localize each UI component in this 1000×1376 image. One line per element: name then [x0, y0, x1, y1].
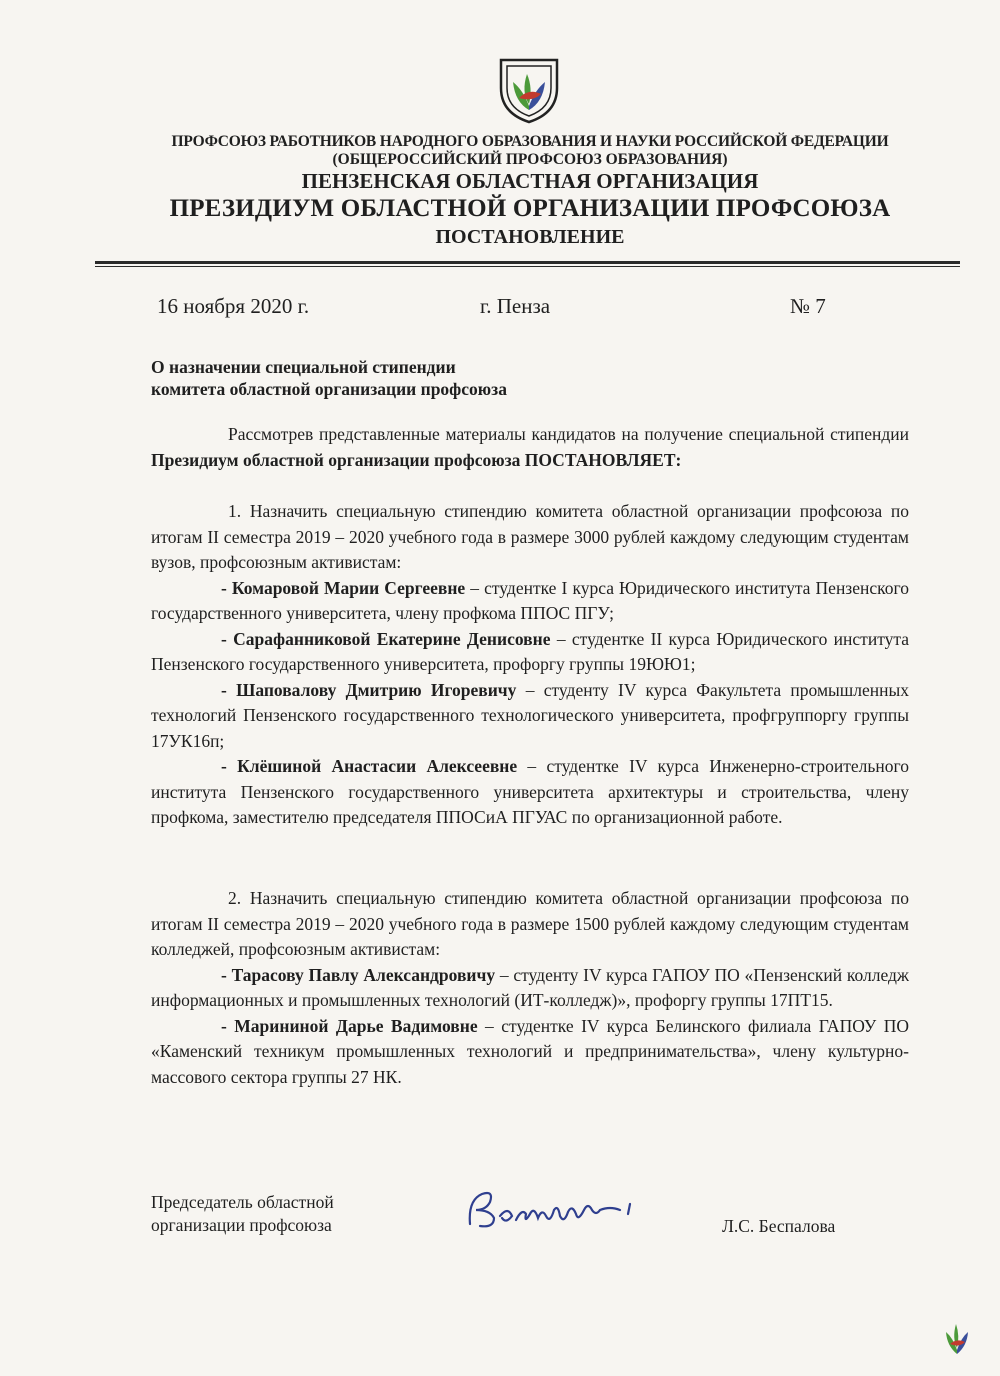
signatory-name: Л.С. Беспалова: [722, 1216, 836, 1236]
document-date: 16 ноября 2020 г.: [157, 294, 310, 318]
document-number: № 7: [790, 294, 826, 318]
header-divider-thin: [95, 266, 960, 267]
header-org-short: (ОБЩЕРОССИЙСКИЙ ПРОФСОЮЗ ОБРАЗОВАНИЯ): [332, 151, 728, 168]
student-name: - Клёшиной Анастасии Алексеевне: [221, 756, 518, 776]
student-desc: – студентке IV курса Белинского филиала ГАПОУ ПО «Каменский техникум промышленных технологий и предпринимательства», члену культурно-массового сектора группы 27 НК.: [151, 1015, 909, 1087]
intro-text: Рассмотрев представленные материалы кандидатов на получение специальной стипендии: [228, 424, 909, 444]
header-regional-org: ПЕНЗЕНСКАЯ ОБЛАСТНАЯ ОРГАНИЗАЦИЯ: [301, 169, 759, 193]
student-entry: [151, 963, 909, 1014]
item-2-text: 2. Назначить специальную стипендию комитета областной организации профсоюза по итогам II семестра 2019 – 2020 учебного года в размере 1500 рублей каждому следующим студентам колледжей, профсоюзным активистам:: [151, 888, 909, 959]
subject-line-2: комитета областной организации профсоюза: [151, 379, 507, 399]
document-subject: [151, 356, 507, 400]
header-presidium: ПРЕЗИДИУМ ОБЛАСТНОЙ ОРГАНИЗАЦИИ ПРОФСОЮЗА: [169, 195, 891, 222]
union-logo-icon: [497, 58, 561, 124]
handwritten-signature: [460, 1180, 695, 1240]
student-desc: – студенту IV курса ГАПОУ ПО «Пензенский колледж информационных и промышленных технологий (ИТ-колледж)», профоргу группы 17ПТ15.: [151, 964, 909, 1010]
signatory-title-line-2: организации профсоюза: [151, 1215, 332, 1235]
student-desc: – студентке IV курса Инженерно-строительного института Пензенского государственного университета архитектуры и строительства, члену профкома, заместителю председателя ППОСиА ПГУАС по организационной работе.: [151, 756, 909, 827]
student-name: - Тарасову Павлу Александровичу: [221, 964, 496, 985]
student-entry: [151, 678, 909, 755]
student-desc: – студентке II курса Юридического института Пензенского государственного университета, профоргу группы 19ЮЮ1;: [151, 628, 909, 674]
intro-resolution: Президиум областной организации профсоюза ПОСТАНОВЛЯЕТ:: [151, 449, 682, 470]
header-org-name: ПРОФСОЮЗ РАБОТНИКОВ НАРОДНОГО ОБРАЗОВАНИЯ И НАУКИ РОССИЙСКОЙ ФЕДЕРАЦИИ: [171, 133, 889, 150]
student-entry: [151, 754, 909, 831]
student-entry: [151, 1014, 909, 1091]
student-desc: – студенту IV курса Факультета промышленных технологий Пензенского государственного технологического университета, профгруппоргу группы 17УК16п;: [151, 679, 909, 751]
header-divider: [95, 261, 960, 264]
subject-line-1: О назначении специальной стипендии: [151, 357, 456, 377]
student-desc: – студентке I курса Юридического института Пензенского государственного университета, члену профкома ППОС ПГУ;: [151, 577, 909, 623]
document-city: г. Пенза: [480, 294, 551, 318]
signatory-title-line-1: Председатель областной: [151, 1192, 334, 1212]
student-name: - Комаровой Марии Сергеевне: [221, 577, 466, 598]
student-name: - Шаповалову Дмитрию Игоревичу: [221, 679, 517, 700]
student-name: - Марининой Дарье Вадимовне: [221, 1015, 478, 1036]
resolution-item-2: [151, 886, 909, 1090]
resolution-item-1: [151, 499, 909, 831]
corner-logo-icon: [942, 1318, 972, 1358]
intro-paragraph: [151, 422, 909, 473]
student-entry: [151, 627, 909, 678]
item-1-text: 1. Назначить специальную стипендию комитета областной организации профсоюза по итогам II семестра 2019 – 2020 учебного года в размере 3000 рублей каждому следующим студентам вузов, профсоюзным активистам:: [151, 501, 909, 572]
student-entry: [151, 576, 909, 627]
document-type: ПОСТАНОВЛЕНИЕ: [435, 226, 625, 248]
signatory-title: [151, 1191, 334, 1237]
student-name: - Сарафанниковой Екатерине Денисовне: [221, 628, 551, 649]
